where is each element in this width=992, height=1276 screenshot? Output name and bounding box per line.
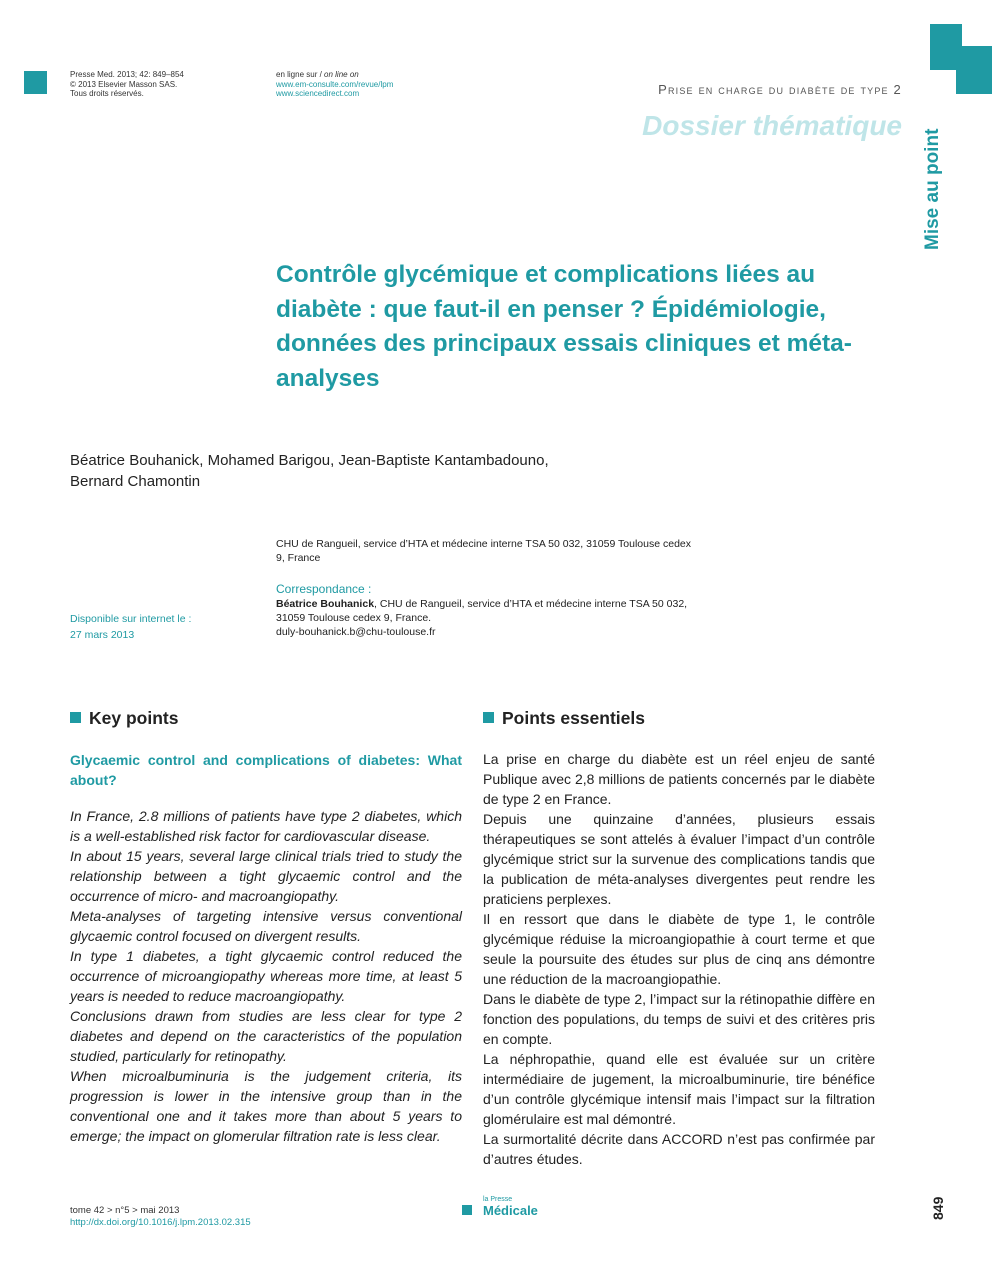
points-essentiels-heading: Points essentiels: [483, 708, 645, 729]
article-title: Contrôle glycémique et complications liées au diabète : que faut-il en penser ? Épidémiologie, données des principaux essais cliniques et méta-analyses: [276, 261, 852, 392]
authors-line: Bernard Chamontin: [70, 472, 201, 490]
page-number: [918, 1190, 952, 1224]
page-number-label: 849: [930, 1196, 946, 1220]
paragraph: Dans le diabète de type 2, l’impact sur la rétinopathie diffère en fonction des populations, du temps de suivi et des critères pris en compte.: [483, 991, 875, 1047]
running-head: Prise en charge du diabète de type 2: [658, 82, 902, 97]
logo-square-icon: [462, 1205, 472, 1215]
correspondance-label: Correspondance :: [276, 582, 372, 596]
issue-info: tome 42 > n°5 > mai 2013: [70, 1205, 180, 1216]
citation-line: Presse Med. 2013; 42: 849–854: [70, 70, 184, 79]
footer-info: [70, 1205, 251, 1229]
paragraph: Depuis une quinzaine d’années, plusieurs essais thérapeutiques se sont attelés à évaluer l’impact d’un contrôle glycémique strict sur la survenue des complications tandis que la publication de méta-analyses divergentes peut rendre les praticiens perplexes.: [483, 811, 875, 907]
key-points-subtitle: Glycaemic control and complications of diabetes: What about?: [70, 752, 462, 788]
available-date: 27 mars 2013: [70, 629, 135, 641]
key-points-heading: Key points: [70, 708, 178, 729]
dossier-label: Dossier thématique: [642, 110, 902, 141]
affiliation: CHU de Rangueil, service d’HTA et médecine interne TSA 50 032, 31059 Toulouse cedex 9, France: [276, 538, 692, 564]
paragraph: Meta-analyses of targeting intensive versus conventional glycaemic control focused on divergent results.: [70, 908, 462, 944]
online-label: en ligne sur: [276, 70, 318, 79]
doi-link[interactable]: http://dx.doi.org/10.1016/j.lpm.2013.02.315: [70, 1217, 251, 1228]
correspondance: [276, 597, 696, 639]
url-link[interactable]: www.sciencedirect.com: [276, 89, 360, 98]
corner-square-decoration: [24, 71, 47, 94]
logo-big-text: Médicale: [483, 1203, 538, 1218]
authors: [70, 451, 670, 492]
correspondance-address: , CHU de Rangueil, service d’HTA et médecine interne TSA 50 032, 31059 Toulouse cedex 9, France.: [276, 598, 688, 624]
points-essentiels-body: [483, 749, 875, 1169]
corner-block-decoration: [930, 24, 992, 94]
key-points-body: [70, 806, 462, 1146]
side-tab-label: Mise au point: [922, 128, 943, 250]
citation-line: Tous droits réservés.: [70, 89, 144, 98]
online-block: en ligne sur / on line on www.em-consulte.com/revue/lpm www.sciencedirect.com: [276, 70, 394, 98]
citation-line: © 2013 Elsevier Masson SAS.: [70, 79, 178, 89]
availability: [70, 611, 191, 643]
square-bullet-icon: [70, 712, 81, 723]
online-label-en: on line on: [324, 70, 359, 79]
url-link[interactable]: www.em-consulte.com/revue/lpm: [276, 79, 394, 89]
paragraph: In type 1 diabetes, a tight glycaemic control reduced the occurrence of microangiopathy whereas more time, at least 5 years is needed to reduce macroangiopathy.: [70, 948, 462, 1004]
correspondance-email[interactable]: duly-bouhanick.b@chu-toulouse.fr: [276, 626, 436, 638]
side-tab: [912, 118, 954, 254]
paragraph: Conclusions drawn from studies are less clear for type 2 diabetes and depend on the caracteristics of the population studied, particularly for retinopathy.: [70, 1008, 462, 1064]
citation-block: [70, 70, 184, 99]
paragraph: In France, 2.8 millions of patients have type 2 diabetes, which is a well-established risk factor for cardiovascular disease.: [70, 808, 462, 844]
paragraph: Il en ressort que dans le diabète de type 1, le contrôle glycémique réduise la microangiopathie à court terme et que seule la poursuite des études sur plus de cinq ans démontre une réduction de la macroangiopathie.: [483, 911, 875, 987]
paragraph: When microalbuminuria is the judgement criteria, its progression is lower in the intensive group than in the conventional one and it takes more than about 5 years to emerge; the impact on glomerular filtration rate is less clear.: [70, 1068, 462, 1144]
paragraph: La surmortalité décrite dans ACCORD n’est pas confirmée par d’autres études.: [483, 1131, 875, 1167]
authors-line: Béatrice Bouhanick, Mohamed Barigou, Jean-Baptiste Kantambadouno,: [70, 452, 549, 469]
paragraph: La prise en charge du diabète est un réel enjeu de santé Publique avec 2,8 millions de patients concernés par le diabète de type 2 en France.: [483, 751, 875, 807]
correspondance-name: Béatrice Bouhanick: [276, 598, 375, 610]
logo-small-text: la Presse: [483, 1196, 513, 1203]
square-bullet-icon: [483, 712, 494, 723]
paragraph: In about 15 years, several large clinical trials tried to study the relationship between a tight glycaemic control and the occurrence of micro- and macroangiopathy.: [70, 848, 462, 904]
paragraph: La néphropathie, quand elle est évaluée sur un critère intermédiaire de jugement, la microalbuminurie, tire bénéfice d’un contrôle glycémique intensif mais l’impact sur la filtration glomérulaire est mal démontré.: [483, 1051, 875, 1127]
available-label: Disponible sur internet le :: [70, 613, 192, 625]
